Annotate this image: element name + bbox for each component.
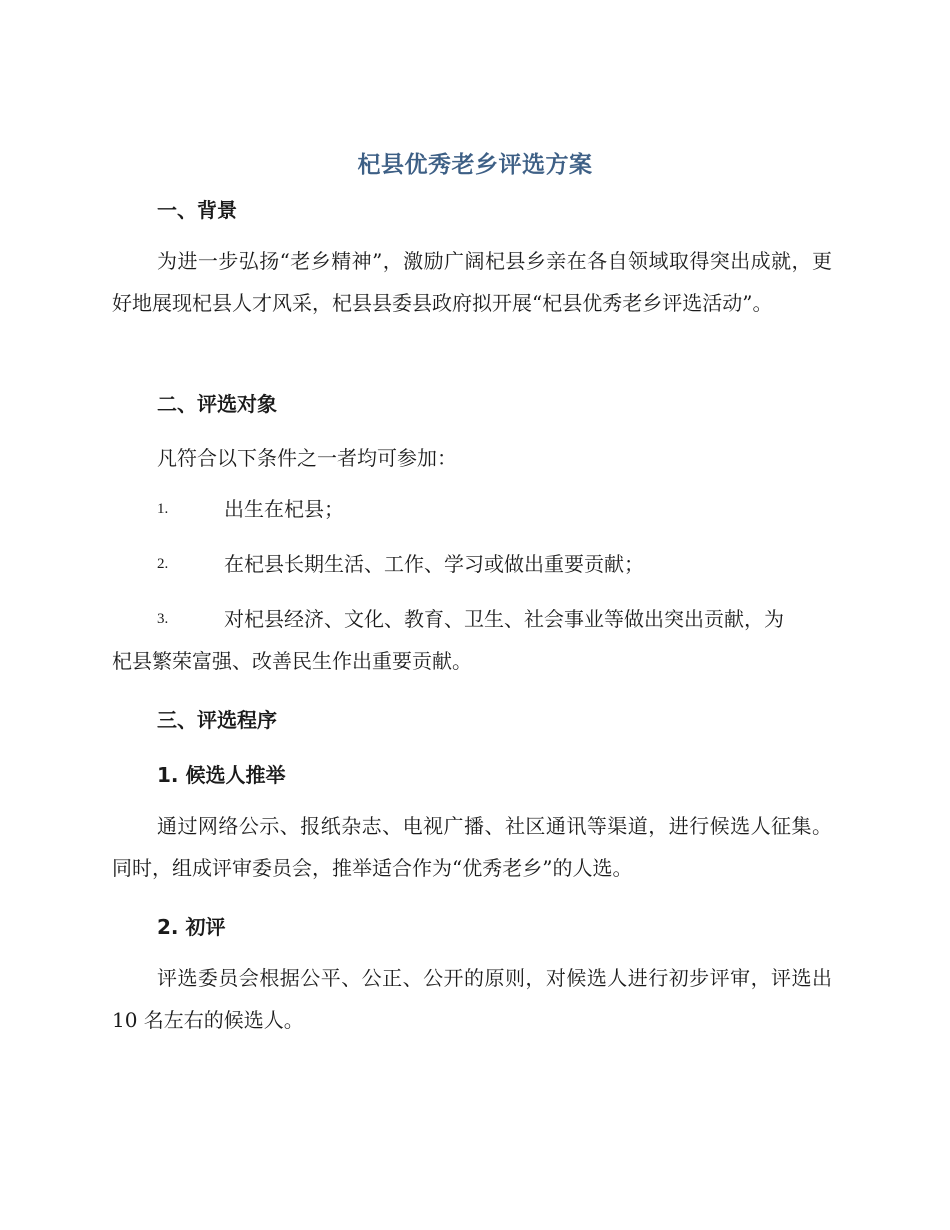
background-paragraph: 为进一步弘扬“老乡精神”，激励广阔杞县乡亲在各自领域取得突出成就，更好地展现杞县人才风采，杞县县委县政府拟开展“杞县优秀老乡评选活动”。 [112, 249, 832, 315]
list-item [112, 488, 832, 530]
list-item-number: 3. [157, 611, 169, 627]
list-item [112, 543, 832, 585]
list-item-number: 2. [157, 556, 169, 572]
preliminary-paragraph: 评选委员会根据公平、公正、公开的原则，对候选人进行初步评审，评选出 10 名左右的候选人。 [112, 966, 832, 1032]
list-item-text: 出生在杞县； [224, 497, 344, 521]
list-item-text: 在杞县长期生活、工作、学习或做出重要贡献； [224, 552, 644, 576]
section-heading-targets: 二、评选对象 [157, 392, 277, 416]
list-item-text-continued: 杞县繁荣富强、改善民生作出重要贡献。 [112, 649, 472, 673]
section-heading-procedure: 三、评选程序 [157, 708, 277, 732]
document-title: 杞县优秀老乡评选方案 [357, 152, 593, 178]
list-item-number: 1. [157, 501, 169, 517]
subsection-heading-nomination: 1. 候选人推举 [157, 763, 286, 787]
list-item [112, 598, 832, 682]
nomination-paragraph: 通过网络公示、报纸杂志、电视广播、社区通讯等渠道，进行候选人征集。同时，组成评审委员会，推举适合作为“优秀老乡”的人选。 [112, 814, 832, 880]
section-heading-background: 一、背景 [157, 198, 237, 222]
list-item-text: 对杞县经济、文化、教育、卫生、社会事业等做出突出贡献，为 [224, 607, 784, 631]
subsection-heading-preliminary: 2. 初评 [157, 915, 226, 939]
targets-intro: 凡符合以下条件之一者均可参加： [157, 446, 457, 470]
